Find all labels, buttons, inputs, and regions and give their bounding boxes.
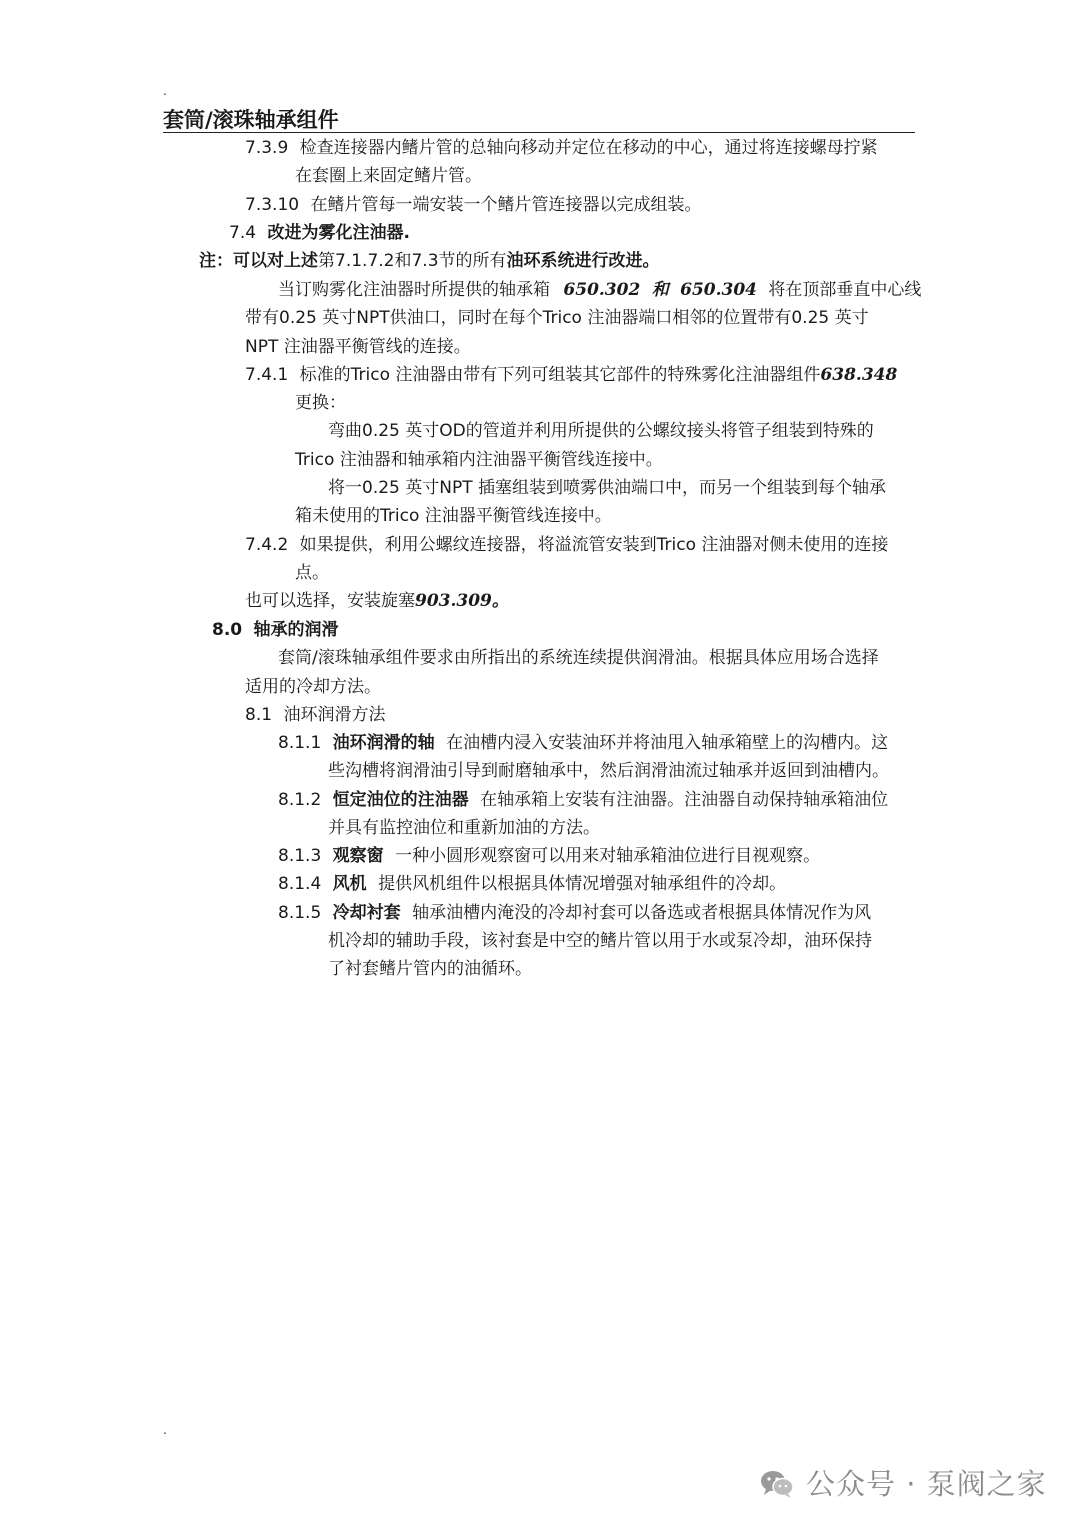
paragraph-text: 轴承油槽内淹没的冷却衬套可以备选或者根据具体情况作为风 [412,903,872,923]
paragraph-text: 在轴承箱上安装有注油器。注油器自动保持轴承箱油位 [480,790,889,810]
corner-mark-top: . [163,84,167,98]
section-8-1-1-line2: 些沟槽将润滑油引导到耐磨轴承中，然后润滑油流过轴承并返回到油槽内。 [328,761,889,781]
watermark [760,1464,1047,1504]
section-7-3-9-line2: 在套圈上来固定鳍片管。 [295,166,482,186]
section-number: 8.1 [245,705,273,725]
section-number: 8.1.3 [278,846,322,866]
part-number: 650.304 [680,280,757,300]
section-7-4-heading [229,223,410,243]
alternative-line [245,591,509,611]
section-number: 8.1.5 [278,903,322,923]
note-emphasis: 油环系统进行改进。 [506,251,660,271]
paragraph-text: 在鳍片管每一端安装一个鳍片管连接器以完成组装。 [310,195,702,215]
corner-mark-bottom: . [163,1423,167,1437]
paragraph-text: 如果提供，利用公螺纹连接器，将溢流管安装到Trico 注油器对侧未使用的连接 [299,535,889,555]
section-7-4-1-sub2-line1: 将一0.25 英寸NPT 插塞组装到喷雾供油端口中，而另一个组装到每个轴承 [328,478,887,498]
paragraph-text: 将在顶部垂直中心线 [768,280,922,300]
section-8-1-heading [245,705,385,725]
section-8-1-5-line3: 了衬套鳍片管内的油循环。 [328,959,532,979]
paragraph-text: 当订购雾化注油器时所提供的轴承箱 [278,280,550,300]
section-8-1-1-line1 [278,733,888,753]
paragraph-text: 也可以选择，安装旋塞 [245,591,415,611]
section-number: 8.1.2 [278,790,322,810]
oil-box-para-line2: 带有0.25 英寸NPT供油口，同时在每个Trico 注油器端口相邻的位置带有0.25 英寸 [245,308,869,328]
section-8-1-4 [278,874,786,894]
section-8-1-5-line2: 机冷却的辅助手段，该衬套是中空的鳍片管以用于水或泵冷却，油环保持 [328,931,872,951]
oil-box-para-line1 [278,280,921,300]
section-number: 8.1.4 [278,874,322,894]
section-number: 7.4.1 [245,365,289,385]
term: 观察窗 [332,846,384,866]
section-number: 7.3.9 [245,138,289,158]
note-text: 第7.1.7.2和7.3节的所有 [318,251,507,271]
page-title: 套筒/滚珠轴承组件 [163,108,339,132]
part-number: 638.348 [820,365,898,385]
section-7-4-1-sub1-line1: 弯曲0.25 英寸OD的管道并利用所提供的公螺纹接头将管子组装到特殊的 [328,421,874,441]
section-8-1-2-line1 [278,790,888,810]
section-8-0-line1: 套筒/滚珠轴承组件要求由所指出的系统连续提供润滑油。根据具体应用场合选择 [278,648,879,668]
section-number: 7.4 [229,223,257,243]
section-7-4-2-line2: 点。 [295,563,329,583]
section-7-4-1-line1 [245,365,897,385]
section-7-3-9-line1 [245,138,878,158]
term: 恒定油位的注油器 [332,790,469,810]
section-7-4-1-sub1-line2: Trico 注油器和轴承箱内注油器平衡管线连接中。 [295,450,663,470]
paragraph-text: 标准的Trico 注油器由带有下列可组装其它部件的特殊雾化注油器组件 [299,365,821,385]
part-conjunction: 和 [651,280,669,300]
part-number: 650.302 [563,280,641,300]
note-line [199,251,660,271]
section-number: 8.0 [212,620,243,640]
section-number: 7.4.2 [245,535,289,555]
oil-box-para-line3: NPT 注油器平衡管线的连接。 [245,337,471,357]
paragraph-text: 在油槽内浸入安装油环并将油甩入轴承箱壁上的沟槽内。这 [446,733,889,753]
paragraph-text: 一种小圆形观察窗可以用来对轴承箱油位进行目视观察。 [395,846,821,866]
term: 风机 [332,874,367,894]
section-8-1-5-line1 [278,903,871,923]
wechat-icon [760,1469,794,1499]
section-7-4-1-line2: 更换： [295,393,346,413]
section-heading: 改进为雾化注油器. [267,223,410,243]
section-heading: 油环润滑方法 [283,705,386,725]
section-number: 8.1.1 [278,733,322,753]
section-8-0-heading [212,620,339,640]
watermark-text: 公众号 · 泵阀之家 [806,1467,1047,1501]
section-7-4-1-sub2-line2: 箱未使用的Trico 注油器平衡管线连接中。 [295,506,612,526]
section-7-4-2-line1 [245,535,888,555]
note-label: 注：可以对上述 [199,251,318,271]
header-rule [163,132,915,133]
paragraph-text: 提供风机组件以根据具体情况增强对轴承组件的冷却。 [378,874,787,894]
section-heading: 轴承的润滑 [253,620,339,640]
part-number: 903.309。 [415,591,509,611]
section-7-3-10 [245,195,701,215]
paragraph-text: 检查连接器内鳍片管的总轴向移动并定位在移动的中心，通过将连接螺母拧紧 [299,138,878,158]
section-8-1-3 [278,846,820,866]
term: 油环润滑的轴 [332,733,435,753]
section-8-0-line2: 适用的冷却方法。 [245,677,381,697]
term: 冷却衬套 [332,903,401,923]
section-number: 7.3.10 [245,195,300,215]
section-8-1-2-line2: 并具有监控油位和重新加油的方法。 [328,818,600,838]
